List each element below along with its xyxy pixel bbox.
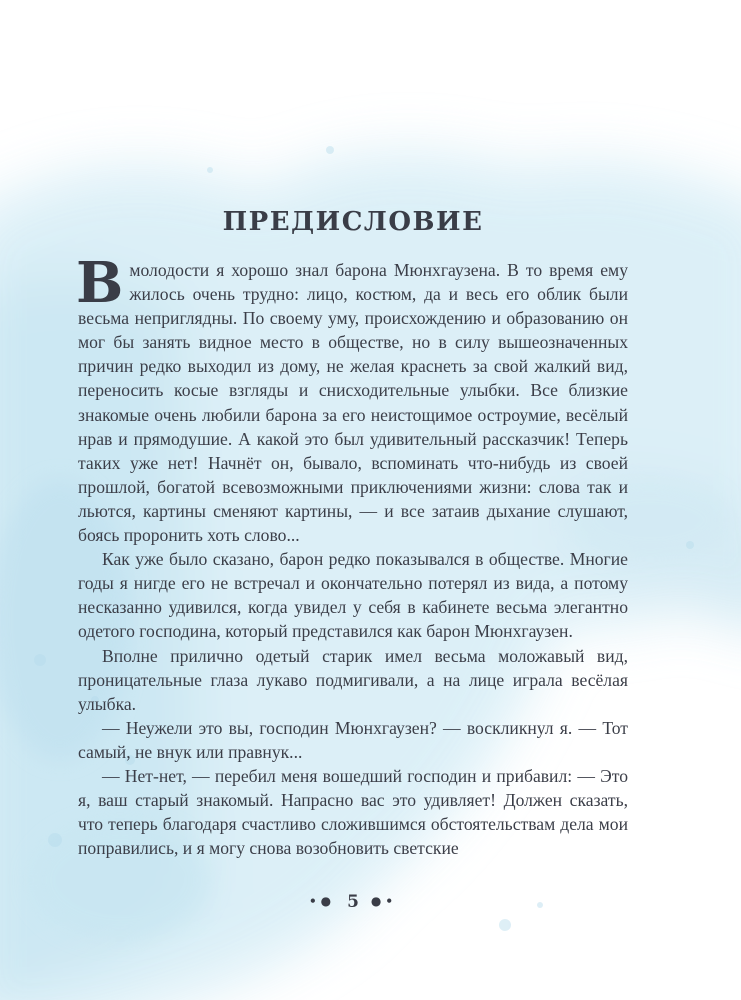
- ornament-dots-left: •●: [308, 894, 336, 908]
- page-footer: [78, 888, 628, 915]
- body-text: [76, 250, 628, 860]
- paragraph-5: — Нет-нет, — перебил меня вошедший господин и прибавил: — Это я, ваш старый знакомый. Напрасно вас это удивляет! Должен сказать, что теперь благодаря счастливо сложившимся обстоятельствам дела мои поправились, и я могу снова возобновить светские: [78, 765, 628, 859]
- paragraph-4: — Неужели это вы, господин Мюнхгаузен? — воскликнул я. — Тот самый, не внук или правнук...: [78, 717, 628, 762]
- ornament-dots-right: ●•: [370, 894, 398, 908]
- paragraph-3: Вполне прилично одетый старик имел весьма моложавый вид, проницательные глаза лукаво подмигивали, а на лице играла весёлая улыбка.: [78, 645, 628, 714]
- paragraph-2: Как уже было сказано, барон редко показывался в обществе. Многие годы я нигде его не встречал и окончательно потерял из вида, а потому несказанно удивился, когда увидел у себя в кабинете весьма элегантно одетого господина, который представился как барон Мюнхгаузен.: [78, 549, 628, 642]
- page-number: 5: [347, 892, 359, 912]
- paragraph-1: [76, 250, 628, 547]
- paragraph-1-text: молодости я хорошо знал барона Мюнхгаузена. В то время ему жилось очень трудно: лицо, костюм, да и весь его облик были весьма неприглядны. По своему уму, происхождению и образованию он мог бы занять видное место в обществе, но в силу вышеозначенных причин редко выходил из дому, не желая краснеть за свой жалкий вид, переносить косые взгляды и снисходительные улыбки. Все близкие знакомые очень любили барона за его неистощимое остроумие, весёлый нрав и прямодушие. А какой это был удивительный рассказчик! Теперь таких уже нет! Начнёт он, бывало, вспоминать что-нибудь из своей прошлой, богатой всевозможными приключениями жизни: слова так и льются, картины сменяют картины, — и все затаив дыхание слушают, боясь проронить хоть слово...: [78, 260, 628, 546]
- page-title: ПРЕДИСЛОВИЕ: [222, 207, 484, 237]
- drop-cap: В: [76, 250, 124, 316]
